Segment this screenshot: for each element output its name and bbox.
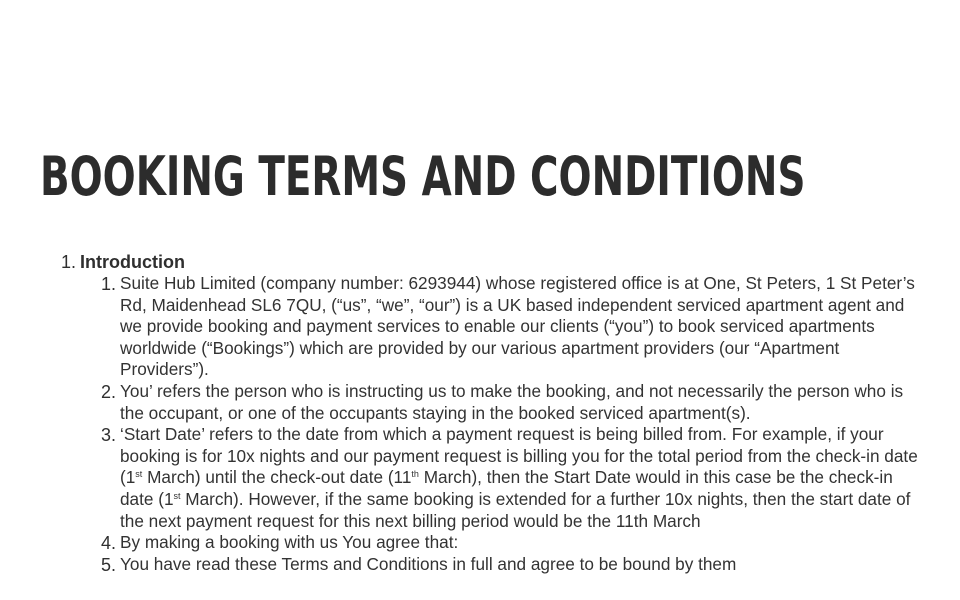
ordinal-suffix: st [173,490,181,501]
section-number: 1. [60,252,76,272]
clause-number: 4. [100,533,116,554]
clause-item [80,554,930,576]
clause-item [80,532,930,554]
clause-text: By making a booking with us You agree that: [120,532,459,553]
section-heading: Introduction [80,252,185,272]
clause-text [120,424,918,530]
clause-text-part: March), then the Start Date would in this case be the check-in date (1 [120,467,893,509]
page-title: BOOKING TERMS AND CONDITIONS [40,145,806,208]
ordinal-suffix: st [135,469,143,480]
clause-text: You’ refers the person who is instructing us to make the booking, and not necessarily the person who is the occupant, or one of the occupants staying in the booked serviced apartment(s). [120,380,904,423]
clause-text: Suite Hub Limited (company number: 6293944) whose registered office is at One, St Peters, 1 St Peter’s Rd, Maidenhead SL6 7QU, (“us”, “we”, “our”) is a UK based independent serviced apartment agent and we provide booking and payment services to enable our clients (“you”) to book serviced apartments worldwide (“Bookings”) which are provided by our various apartment providers (our “Apartment Providers”). [120,273,915,380]
clause-item [80,381,930,424]
clause-number: 5. [100,554,116,575]
section-introduction [0,251,930,575]
clause-item [80,273,930,381]
clause-number: 1. [100,274,116,294]
clause-list [80,273,930,575]
clause-text: You have read these Terms and Conditions in full and agree to be bound by them [120,553,737,574]
clause-item [80,424,930,532]
clause-text-part: March) until the check-out date (11 [142,467,412,488]
terms-section-list [0,251,930,575]
clause-number: 3. [100,425,116,446]
ordinal-suffix: th [411,469,419,480]
clause-text-part: ‘Start Date’ refers to the date from which a payment request is being billed from. For example, if your booking is for 10x nights and our payment request is billing you for the total period from the check-in date (1 [120,424,918,488]
clause-text-part: March). However, if the same booking is extended for a further 10x nights, then the start date of the next payment request for this next billing period would be the 11th March [120,488,911,531]
clause-number: 2. [100,381,116,402]
